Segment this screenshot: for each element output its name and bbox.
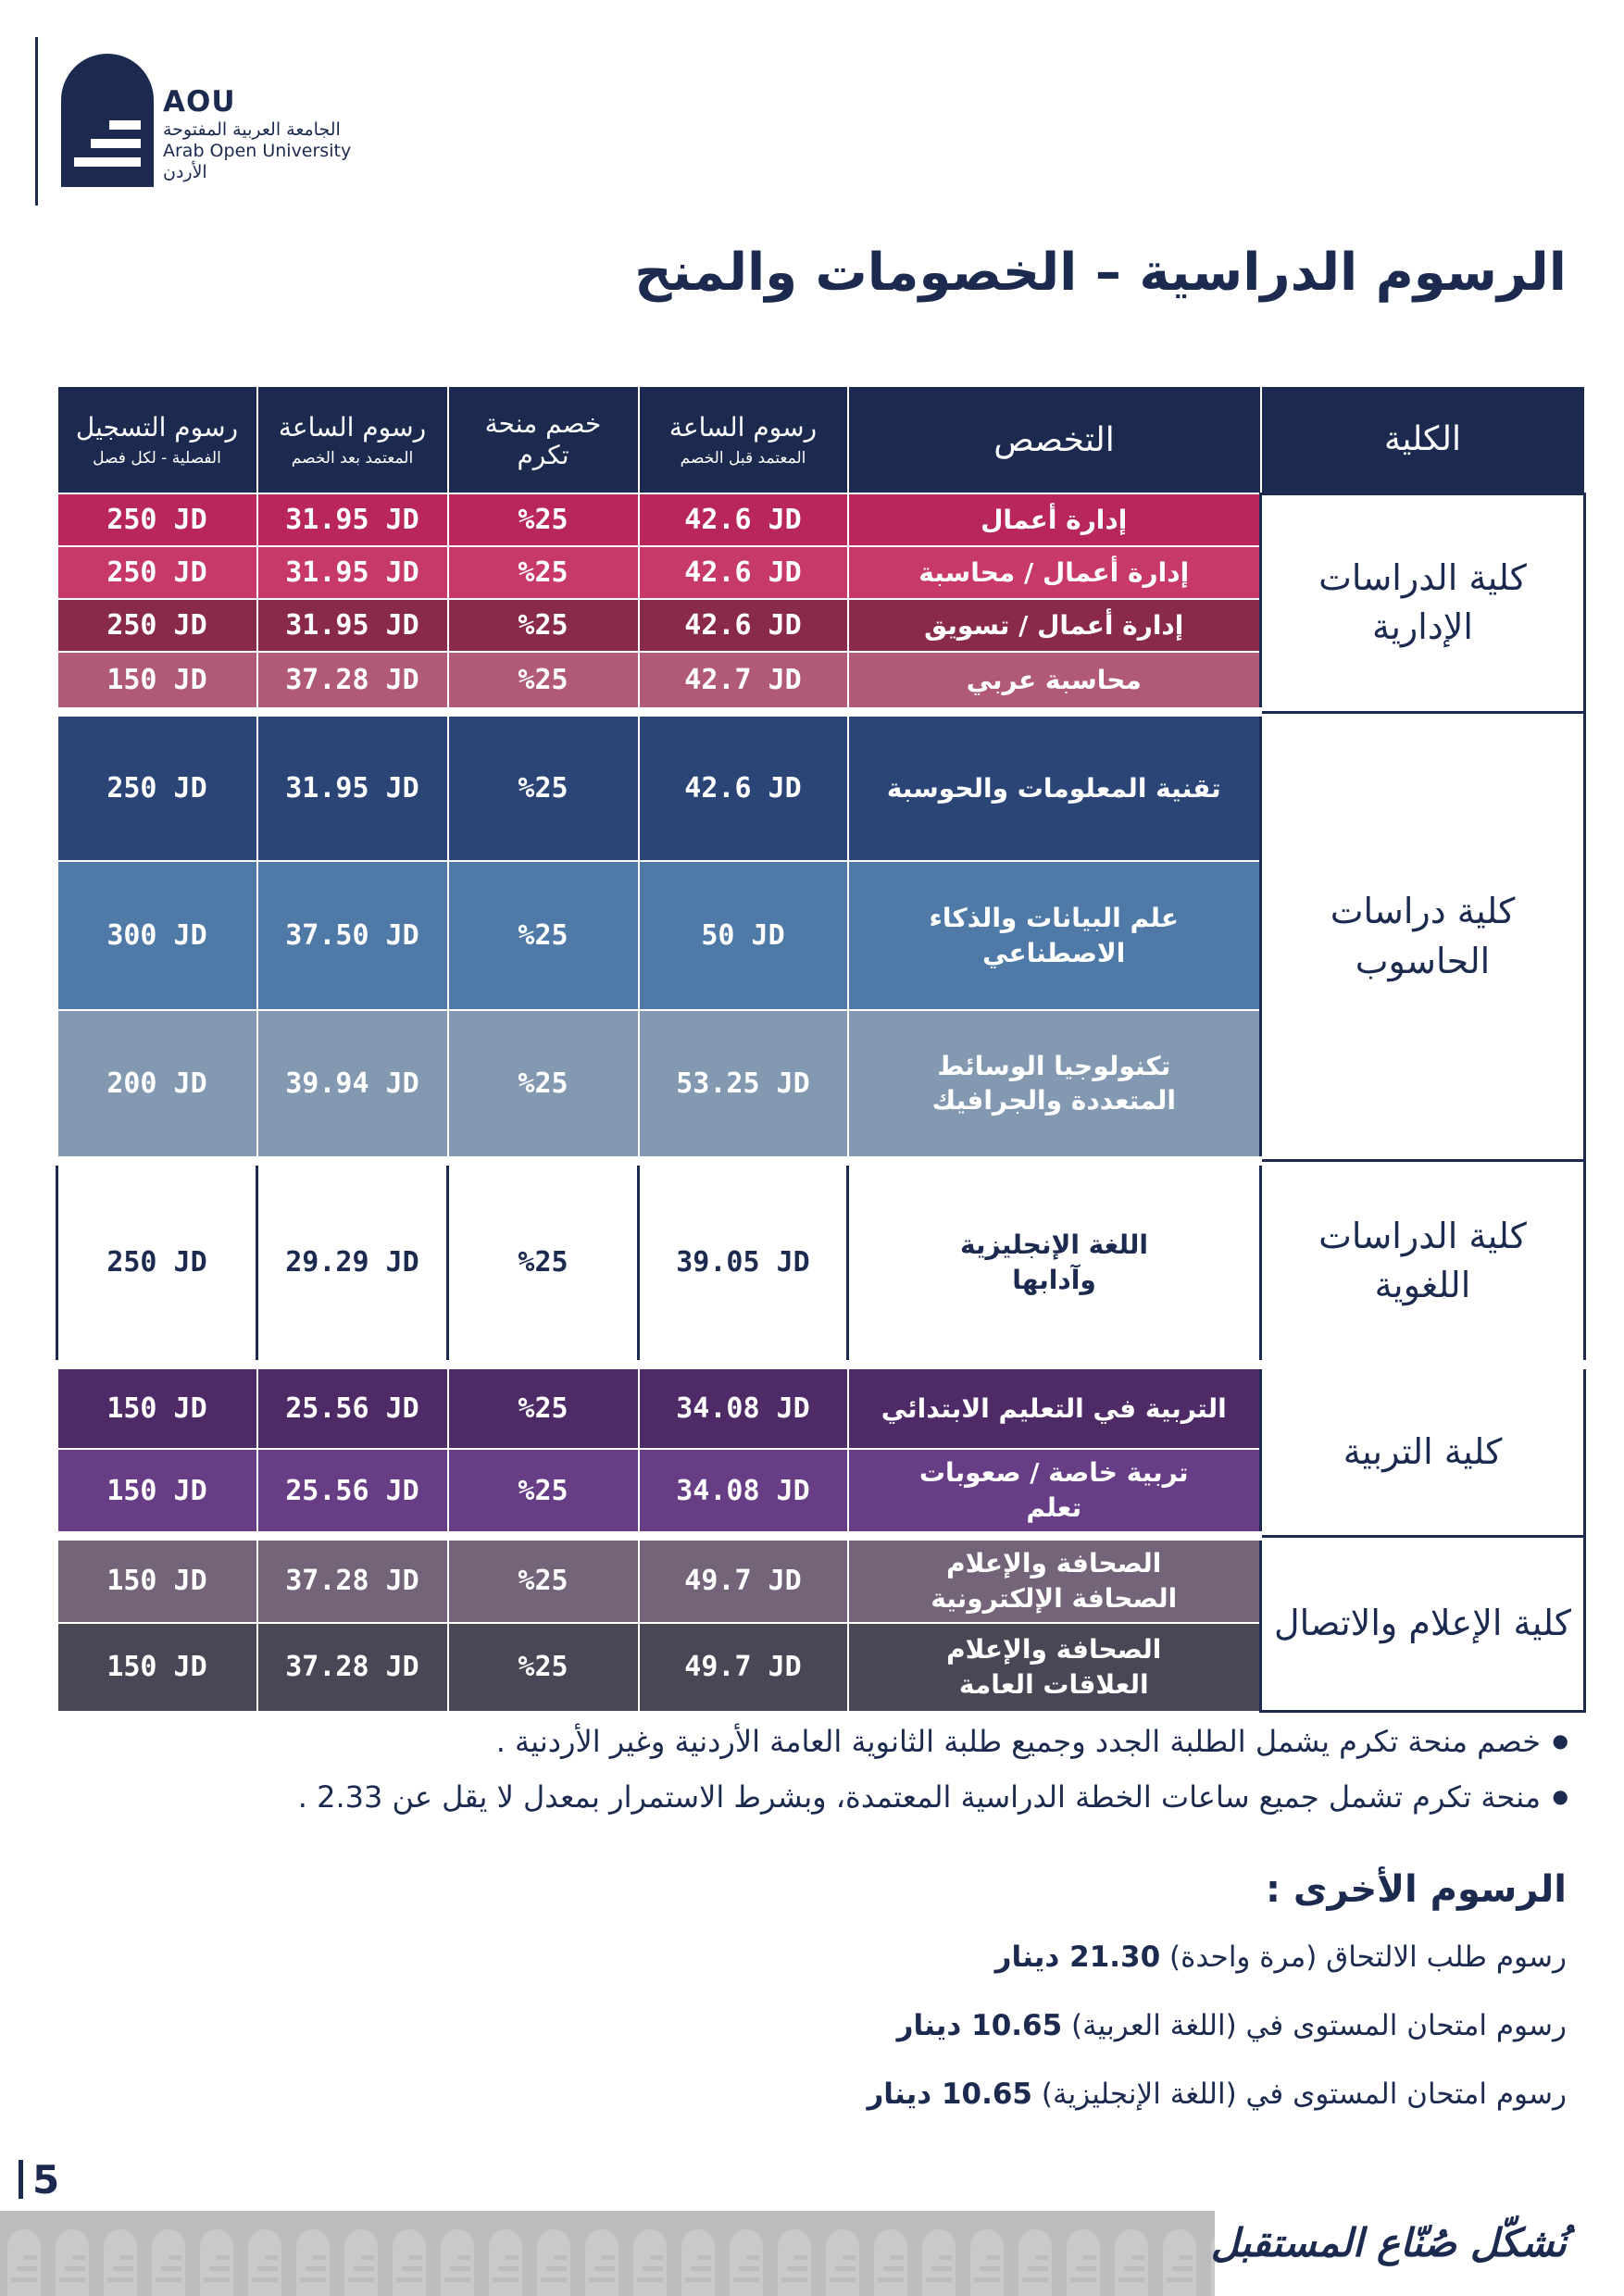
discount-cell: %25 [448,1536,639,1623]
spec-cell: محاسبة عربي [848,652,1261,712]
discount-cell: %25 [448,861,639,1010]
logo-abbreviation: AOU [163,85,236,119]
hour-before-cell: 34.08 JD [639,1449,848,1536]
registration-cell: 250 JD [57,712,257,861]
registration-cell: 150 JD [57,1365,257,1450]
hour-before-cell: 53.25 JD [639,1010,848,1161]
notes-list [41,1724,1568,1835]
discount-cell: %25 [448,1365,639,1450]
hour-before-cell: 42.6 JD [639,599,848,652]
discount-cell: %25 [448,712,639,861]
college-education: كلية التربية [1261,1365,1585,1536]
registration-cell: 200 JD [57,1010,257,1161]
header-college: الكلية [1261,386,1585,493]
other-fee-item: رسوم طلب الالتحاق (مرة واحدة) 21.30 دينار [994,1940,1567,1974]
hour-after-cell: 37.28 JD [257,652,448,712]
registration-cell: 300 JD [57,861,257,1010]
spec-cell: إدارة أعمال / تسويق [848,599,1261,652]
header-specialization: التخصص [848,386,1261,493]
spec-cell: إدارة أعمال [848,493,1261,546]
header-hour-after: رسوم الساعة المعتمد بعد الخصم [257,386,448,493]
hour-after-cell: 31.95 JD [257,712,448,861]
table-row [57,1161,1585,1365]
other-fee-item: رسوم امتحان المستوى في (اللغة الإنجليزية) 10.65 دينار [867,2078,1567,2111]
note-item: ● خصم منحة تكرم يشمل الطلبة الجدد وجميع طلبة الثانوية العامة الأردنية وغير الأردنية . [41,1724,1568,1759]
slogan: نُشكّل صُنّاع المستقبل [1210,2220,1567,2265]
hour-before-cell: 42.6 JD [639,546,848,599]
spec-cell: الصحافة والإعلام العلاقات العامة [848,1623,1261,1712]
discount-cell: %25 [448,1161,639,1365]
hour-after-cell: 29.29 JD [257,1161,448,1365]
header-hour-before: رسوم الساعة المعتمد قبل الخصم [639,386,848,493]
header-discount: خصم منحة تكرم [448,386,639,493]
spec-cell: تقنية المعلومات والحوسبة [848,712,1261,861]
spec-cell: إدارة أعمال / محاسبة [848,546,1261,599]
logo-divider [35,37,38,206]
page-title: الرسوم الدراسية – الخصومات والمنح [634,243,1567,303]
hour-before-cell: 49.7 JD [639,1623,848,1712]
hour-after-cell: 37.28 JD [257,1623,448,1712]
table-row [57,1536,1585,1623]
registration-cell: 150 JD [57,1623,257,1712]
table-header-row [57,386,1585,493]
hour-after-cell: 31.95 JD [257,546,448,599]
spec-cell: التربية في التعليم الابتدائي [848,1365,1261,1450]
hour-before-cell: 39.05 JD [639,1161,848,1365]
aou-logo-icon [61,54,154,187]
logo-country: الأردن [163,161,207,182]
registration-cell: 250 JD [57,546,257,599]
discount-cell: %25 [448,1623,639,1712]
discount-cell: %25 [448,546,639,599]
spec-cell: علم البيانات والذكاء الاصطناعي [848,861,1261,1010]
hour-after-cell: 39.94 JD [257,1010,448,1161]
footer-pattern [0,2211,1215,2296]
other-fees-title: الرسوم الأخرى : [1265,1868,1567,1911]
registration-cell: 150 JD [57,1536,257,1623]
registration-cell: 150 JD [57,652,257,712]
discount-cell: %25 [448,1010,639,1161]
hour-after-cell: 31.95 JD [257,493,448,546]
discount-cell: %25 [448,1449,639,1536]
registration-cell: 250 JD [57,599,257,652]
spec-cell: الصحافة والإعلام الصحافة الإلكترونية [848,1536,1261,1623]
hour-before-cell: 49.7 JD [639,1536,848,1623]
hour-after-cell: 37.50 JD [257,861,448,1010]
hour-before-cell: 50 JD [639,861,848,1010]
other-fees-list [867,1940,1567,2146]
registration-cell: 250 JD [57,493,257,546]
page-number: 5 [19,2157,59,2202]
fees-table [56,385,1586,1713]
college-computing: كلية دراسات الحاسوب [1261,712,1585,1161]
logo-name-arabic: الجامعة العربية المفتوحة [163,119,341,141]
college-media: كلية الإعلام والاتصال [1261,1536,1585,1711]
hour-before-cell: 34.08 JD [639,1365,848,1450]
logo-text [163,85,351,183]
discount-cell: %25 [448,493,639,546]
logo-name-english: Arab Open University [163,140,352,161]
hour-before-cell: 42.7 JD [639,652,848,712]
discount-cell: %25 [448,599,639,652]
registration-cell: 250 JD [57,1161,257,1365]
registration-cell: 150 JD [57,1449,257,1536]
hour-after-cell: 37.28 JD [257,1536,448,1623]
spec-cell: تكنولوجيا الوسائط المتعددة والجرافيك [848,1010,1261,1161]
spec-cell: تربية خاصة / صعوبات تعلم [848,1449,1261,1536]
hour-before-cell: 42.6 JD [639,712,848,861]
table-row [57,712,1585,861]
discount-cell: %25 [448,652,639,712]
college-business: كلية الدراسات الإدارية [1261,493,1585,712]
note-item: ● منحة تكرم تشمل جميع ساعات الخطة الدراسية المعتمدة، وبشرط الاستمرار بمعدل لا يقل عن 2.33 . [41,1779,1568,1815]
hour-after-cell: 25.56 JD [257,1449,448,1536]
hour-after-cell: 25.56 JD [257,1365,448,1450]
header-registration: رسوم التسجيل الفصلية - لكل فصل [57,386,257,493]
hour-before-cell: 42.6 JD [639,493,848,546]
spec-cell: اللغة الإنجليزية وآدابها [848,1161,1261,1365]
table-row [57,493,1585,546]
table-row [57,1365,1585,1450]
college-languages: كلية الدراسات اللغوية [1261,1161,1585,1365]
hour-after-cell: 31.95 JD [257,599,448,652]
other-fee-item: رسوم امتحان المستوى في (اللغة العربية) 10.65 دينار [896,2009,1567,2042]
